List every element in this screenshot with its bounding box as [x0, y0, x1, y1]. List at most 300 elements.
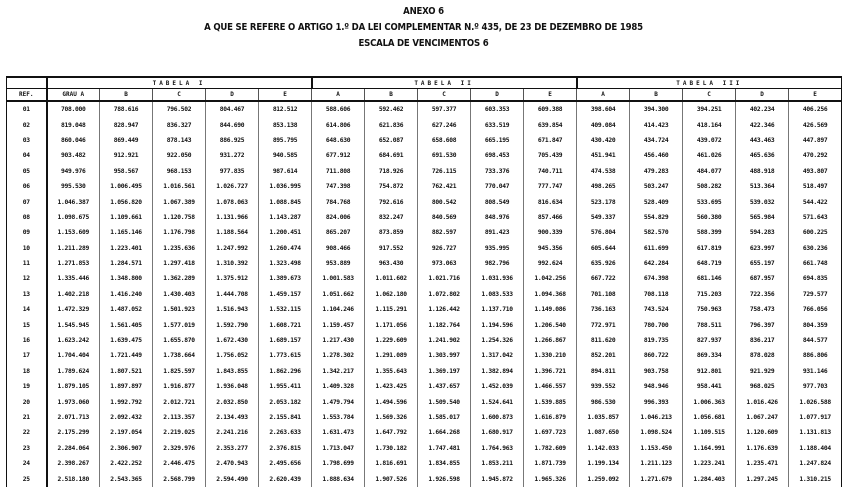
value-cell: 766.056 [789, 302, 842, 317]
value-cell: 1.241.902 [418, 333, 471, 348]
value-cell: 921.929 [736, 364, 789, 379]
value-cell: 1.647.792 [365, 425, 418, 440]
value-cell: 439.072 [683, 133, 736, 148]
value-cell: 674.398 [630, 271, 683, 286]
value-cell: 648.719 [683, 256, 736, 271]
salary-scale-table [6, 76, 842, 487]
value-cell: 443.463 [736, 133, 789, 148]
value-cell: 1.098.524 [630, 425, 683, 440]
value-cell: 1.561.405 [100, 317, 153, 332]
value-cell: 747.398 [312, 179, 365, 194]
ref-cell: 18 [7, 364, 47, 379]
value-cell: 627.246 [418, 117, 471, 132]
value-cell: 729.577 [789, 287, 842, 302]
ref-cell: 14 [7, 302, 47, 317]
value-cell: 451.941 [577, 148, 630, 163]
value-cell: 1.592.790 [206, 317, 259, 332]
value-cell: 1.945.872 [471, 471, 524, 486]
value-cell: 2.284.064 [47, 441, 100, 456]
value-cell: 2.032.850 [206, 394, 259, 409]
column-header: E [789, 89, 842, 102]
value-cell: 722.356 [736, 287, 789, 302]
value-cell: 409.084 [577, 117, 630, 132]
value-cell: 639.854 [524, 117, 577, 132]
value-cell: 827.937 [683, 333, 736, 348]
value-cell: 912.921 [100, 148, 153, 163]
value-cell: 418.164 [683, 117, 736, 132]
value-cell: 891.423 [471, 225, 524, 240]
ref-cell: 16 [7, 333, 47, 348]
value-cell: 1.011.602 [365, 271, 418, 286]
value-cell: 1.126.442 [418, 302, 471, 317]
value-cell: 609.388 [524, 101, 577, 117]
value-cell: 1.259.092 [577, 471, 630, 486]
column-header: B [365, 89, 418, 102]
value-cell: 1.545.945 [47, 317, 100, 332]
value-cell: 1.137.710 [471, 302, 524, 317]
value-cell: 1.577.019 [153, 317, 206, 332]
value-cell: 922.050 [153, 148, 206, 163]
value-cell: 1.600.873 [471, 410, 524, 425]
value-cell: 828.947 [100, 117, 153, 132]
value-cell: 1.297.418 [153, 256, 206, 271]
value-cell: 422.346 [736, 117, 789, 132]
value-cell: 860.046 [47, 133, 100, 148]
value-cell: 2.092.432 [100, 410, 153, 425]
value-cell: 1.472.329 [47, 302, 100, 317]
value-cell: 1.738.664 [153, 348, 206, 363]
ref-cell: 12 [7, 271, 47, 286]
value-cell: 1.051.662 [312, 287, 365, 302]
value-cell: 1.756.052 [206, 348, 259, 363]
table-row [7, 194, 842, 209]
table-row [7, 317, 842, 332]
value-cell: 1.188.404 [789, 441, 842, 456]
value-cell: 2.353.277 [206, 441, 259, 456]
value-cell: 1.965.326 [524, 471, 577, 486]
value-cell: 762.421 [418, 179, 471, 194]
value-cell: 750.963 [683, 302, 736, 317]
value-cell: 621.836 [365, 117, 418, 132]
value-cell: 796.397 [736, 317, 789, 332]
column-header: A [312, 89, 365, 102]
value-cell: 912.801 [683, 364, 736, 379]
value-cell: 895.795 [259, 133, 312, 148]
value-cell: 857.466 [524, 210, 577, 225]
value-cell: 894.811 [577, 364, 630, 379]
value-cell: 1.409.328 [312, 379, 365, 394]
value-cell: 1.284.403 [683, 471, 736, 486]
value-cell: 804.359 [789, 317, 842, 332]
value-cell: 2.155.841 [259, 410, 312, 425]
value-cell: 465.636 [736, 148, 789, 163]
value-cell: 1.284.571 [100, 256, 153, 271]
value-cell: 1.631.473 [312, 425, 365, 440]
value-cell: 1.871.739 [524, 456, 577, 471]
table-row [7, 271, 842, 286]
value-cell: 1.229.609 [365, 333, 418, 348]
value-cell: 2.470.943 [206, 456, 259, 471]
value-cell: 687.957 [736, 271, 789, 286]
value-cell: 784.768 [312, 194, 365, 209]
value-cell: 456.460 [630, 148, 683, 163]
value-cell: 708.000 [47, 101, 100, 117]
ref-cell: 09 [7, 225, 47, 240]
value-cell: 576.804 [577, 225, 630, 240]
value-cell: 2.053.182 [259, 394, 312, 409]
value-cell: 1.672.430 [206, 333, 259, 348]
value-cell: 1.992.792 [100, 394, 153, 409]
value-cell: 986.530 [577, 394, 630, 409]
table-row [7, 241, 842, 256]
table-body [7, 101, 842, 487]
value-cell: 698.453 [471, 148, 524, 163]
value-cell: 1.176.639 [736, 441, 789, 456]
value-cell: 935.995 [471, 241, 524, 256]
value-cell: 1.782.609 [524, 441, 577, 456]
value-cell: 1.721.449 [100, 348, 153, 363]
value-cell: 1.109.515 [683, 425, 736, 440]
value-cell: 623.997 [736, 241, 789, 256]
value-cell: 1.088.845 [259, 194, 312, 209]
value-cell: 498.265 [577, 179, 630, 194]
value-cell: 1.171.056 [365, 317, 418, 332]
value-cell: 1.459.157 [259, 287, 312, 302]
value-cell: 1.689.157 [259, 333, 312, 348]
table-row [7, 410, 842, 425]
value-cell: 1.223.401 [100, 241, 153, 256]
table-row [7, 148, 842, 163]
value-cell: 2.219.025 [153, 425, 206, 440]
value-cell: 940.585 [259, 148, 312, 163]
value-cell: 882.597 [418, 225, 471, 240]
value-cell: 743.524 [630, 302, 683, 317]
value-cell: 655.197 [736, 256, 789, 271]
value-cell: 592.462 [365, 101, 418, 117]
value-cell: 1.747.481 [418, 441, 471, 456]
value-cell: 1.217.430 [312, 333, 365, 348]
value-cell: 987.614 [259, 164, 312, 179]
value-cell: 1.355.643 [365, 364, 418, 379]
value-cell: 1.176.798 [153, 225, 206, 240]
value-cell: 1.382.894 [471, 364, 524, 379]
value-cell: 945.356 [524, 241, 577, 256]
value-cell: 1.664.268 [418, 425, 471, 440]
value-cell: 1.897.897 [100, 379, 153, 394]
ref-cell: 22 [7, 425, 47, 440]
value-cell: 1.083.533 [471, 287, 524, 302]
value-cell: 1.078.063 [206, 194, 259, 209]
value-cell: 1.348.800 [100, 271, 153, 286]
value-cell: 1.452.039 [471, 379, 524, 394]
value-cell: 1.310.215 [789, 471, 842, 486]
value-cell: 758.473 [736, 302, 789, 317]
column-header: C [418, 89, 471, 102]
value-cell: 903.482 [47, 148, 100, 163]
value-cell: 968.025 [736, 379, 789, 394]
ref-cell: 05 [7, 164, 47, 179]
value-cell: 1.335.446 [47, 271, 100, 286]
value-cell: 594.283 [736, 225, 789, 240]
value-cell: 1.585.017 [418, 410, 471, 425]
value-cell: 1.211.123 [630, 456, 683, 471]
value-cell: 1.021.716 [418, 271, 471, 286]
value-cell: 788.511 [683, 317, 736, 332]
value-cell: 917.552 [365, 241, 418, 256]
value-cell: 2.263.633 [259, 425, 312, 440]
value-cell: 394.300 [630, 101, 683, 117]
value-cell: 1.524.641 [471, 394, 524, 409]
value-cell: 426.569 [789, 117, 842, 132]
value-cell: 652.087 [365, 133, 418, 148]
value-cell: 1.509.540 [418, 394, 471, 409]
value-cell: 705.439 [524, 148, 577, 163]
ref-cell: 08 [7, 210, 47, 225]
value-cell: 1.789.624 [47, 364, 100, 379]
column-header: D [736, 89, 789, 102]
value-cell: 977.703 [789, 379, 842, 394]
column-header: A [577, 89, 630, 102]
value-cell: 1.067.389 [153, 194, 206, 209]
value-cell: 1.553.784 [312, 410, 365, 425]
value-cell: 1.164.991 [683, 441, 736, 456]
ref-cell: 04 [7, 148, 47, 163]
value-cell: 493.807 [789, 164, 842, 179]
value-cell: 1.569.326 [365, 410, 418, 425]
value-cell: 1.072.802 [418, 287, 471, 302]
value-cell: 1.616.879 [524, 410, 577, 425]
ref-cell: 13 [7, 287, 47, 302]
value-cell: 708.118 [630, 287, 683, 302]
value-cell: 1.479.794 [312, 394, 365, 409]
value-cell: 733.376 [471, 164, 524, 179]
value-cell: 1.271.853 [47, 256, 100, 271]
value-cell: 1.006.363 [683, 394, 736, 409]
value-cell: 1.062.180 [365, 287, 418, 302]
ref-column-header: REF. [7, 89, 47, 102]
value-cell: 2.422.252 [100, 456, 153, 471]
value-cell: 503.247 [630, 179, 683, 194]
value-cell: 549.337 [577, 210, 630, 225]
value-cell: 1.539.885 [524, 394, 577, 409]
value-cell: 681.146 [683, 271, 736, 286]
value-cell: 848.976 [471, 210, 524, 225]
value-cell: 1.773.615 [259, 348, 312, 363]
value-cell: 677.912 [312, 148, 365, 163]
value-cell: 718.926 [365, 164, 418, 179]
value-cell: 2.594.490 [206, 471, 259, 486]
value-cell: 539.032 [736, 194, 789, 209]
value-cell: 1.046.213 [630, 410, 683, 425]
value-cell: 1.516.943 [206, 302, 259, 317]
column-header: E [259, 89, 312, 102]
value-cell: 1.153.609 [47, 225, 100, 240]
ref-cell: 21 [7, 410, 47, 425]
value-cell: 1.149.086 [524, 302, 577, 317]
table-row [7, 425, 842, 440]
value-cell: 908.466 [312, 241, 365, 256]
value-cell: 1.501.923 [153, 302, 206, 317]
value-cell: 1.182.764 [418, 317, 471, 332]
value-cell: 2.113.357 [153, 410, 206, 425]
table-row [7, 210, 842, 225]
value-cell: 819.735 [630, 333, 683, 348]
annex-title: ANEXO 6 [403, 6, 444, 17]
value-cell: 554.829 [630, 210, 683, 225]
column-header: B [100, 89, 153, 102]
value-cell: 860.722 [630, 348, 683, 363]
value-cell: 736.163 [577, 302, 630, 317]
column-header: D [471, 89, 524, 102]
value-cell: 1.444.708 [206, 287, 259, 302]
value-cell: 1.926.598 [418, 471, 471, 486]
ref-cell: 07 [7, 194, 47, 209]
value-cell: 1.247.992 [206, 241, 259, 256]
value-cell: 684.691 [365, 148, 418, 163]
value-cell: 948.946 [630, 379, 683, 394]
value-cell: 560.380 [683, 210, 736, 225]
value-cell: 1.323.498 [259, 256, 312, 271]
ref-cell: 02 [7, 117, 47, 132]
value-cell: 597.377 [418, 101, 471, 117]
value-cell: 926.727 [418, 241, 471, 256]
value-cell: 977.835 [206, 164, 259, 179]
value-cell: 1.235.471 [736, 456, 789, 471]
value-cell: 1.532.115 [259, 302, 312, 317]
value-cell: 2.543.365 [100, 471, 153, 486]
value-cell: 1.834.855 [418, 456, 471, 471]
value-cell: 939.552 [577, 379, 630, 394]
value-cell: 1.042.256 [524, 271, 577, 286]
value-cell: 1.466.557 [524, 379, 577, 394]
value-cell: 853.138 [259, 117, 312, 132]
value-cell: 1.120.758 [153, 210, 206, 225]
value-cell: 1.254.326 [471, 333, 524, 348]
value-cell: 726.115 [418, 164, 471, 179]
table-row [7, 164, 842, 179]
value-cell: 1.104.246 [312, 302, 365, 317]
value-cell: 865.207 [312, 225, 365, 240]
table-row [7, 117, 842, 132]
value-cell: 949.976 [47, 164, 100, 179]
value-cell: 513.364 [736, 179, 789, 194]
value-cell: 1.115.291 [365, 302, 418, 317]
table-row [7, 179, 842, 194]
value-cell: 995.530 [47, 179, 100, 194]
value-cell: 1.362.289 [153, 271, 206, 286]
value-cell: 661.748 [789, 256, 842, 271]
column-header: C [153, 89, 206, 102]
value-cell: 900.339 [524, 225, 577, 240]
value-cell: 2.197.054 [100, 425, 153, 440]
value-cell: 667.722 [577, 271, 630, 286]
column-header: C [683, 89, 736, 102]
value-cell: 1.764.963 [471, 441, 524, 456]
value-cell: 2.306.907 [100, 441, 153, 456]
value-cell: 1.036.995 [259, 179, 312, 194]
value-cell: 808.549 [471, 194, 524, 209]
value-cell: 600.225 [789, 225, 842, 240]
value-cell: 1.437.657 [418, 379, 471, 394]
value-cell: 571.643 [789, 210, 842, 225]
table-row [7, 456, 842, 471]
value-cell: 931.272 [206, 148, 259, 163]
ref-cell: 24 [7, 456, 47, 471]
value-cell: 605.644 [577, 241, 630, 256]
value-cell: 1.159.457 [312, 317, 365, 332]
value-cell: 488.918 [736, 164, 789, 179]
value-cell: 1.153.450 [630, 441, 683, 456]
column-header: D [206, 89, 259, 102]
value-cell: 1.016.426 [736, 394, 789, 409]
value-cell: 1.260.474 [259, 241, 312, 256]
value-cell: 1.843.855 [206, 364, 259, 379]
value-cell: 740.711 [524, 164, 577, 179]
value-cell: 1.278.302 [312, 348, 365, 363]
value-cell: 1.369.197 [418, 364, 471, 379]
value-cell: 819.048 [47, 117, 100, 132]
value-cell: 1.655.870 [153, 333, 206, 348]
value-cell: 1.697.723 [524, 425, 577, 440]
value-cell: 1.077.917 [789, 410, 842, 425]
value-cell: 844.577 [789, 333, 842, 348]
value-cell: 1.879.105 [47, 379, 100, 394]
value-cell: 1.608.721 [259, 317, 312, 332]
value-cell: 804.467 [206, 101, 259, 117]
scale-title: ESCALA DE VENCIMENTOS 6 [358, 38, 489, 49]
table-row [7, 256, 842, 271]
table-row [7, 364, 842, 379]
value-cell: 1.853.211 [471, 456, 524, 471]
value-cell: 886.925 [206, 133, 259, 148]
value-cell: 824.006 [312, 210, 365, 225]
value-cell: 931.146 [789, 364, 842, 379]
value-cell: 1.303.997 [418, 348, 471, 363]
value-cell: 777.747 [524, 179, 577, 194]
value-cell: 1.291.089 [365, 348, 418, 363]
value-cell: 430.420 [577, 133, 630, 148]
value-cell: 1.098.675 [47, 210, 100, 225]
value-cell: 788.616 [100, 101, 153, 117]
value-cell: 958.441 [683, 379, 736, 394]
value-cell: 878.028 [736, 348, 789, 363]
value-cell: 816.634 [524, 194, 577, 209]
value-cell: 479.283 [630, 164, 683, 179]
value-cell: 2.620.439 [259, 471, 312, 486]
value-cell: 1.067.247 [736, 410, 789, 425]
value-cell: 1.907.526 [365, 471, 418, 486]
value-cell: 565.984 [736, 210, 789, 225]
table-row [7, 471, 842, 486]
value-cell: 2.175.299 [47, 425, 100, 440]
value-cell: 1.026.727 [206, 179, 259, 194]
ref-group-spacer [7, 77, 47, 89]
value-cell: 1.402.218 [47, 287, 100, 302]
value-cell: 1.342.217 [312, 364, 365, 379]
value-cell: 671.847 [524, 133, 577, 148]
value-cell: 665.195 [471, 133, 524, 148]
value-cell: 523.178 [577, 194, 630, 209]
ref-cell: 25 [7, 471, 47, 486]
value-cell: 484.077 [683, 164, 736, 179]
value-cell: 1.704.404 [47, 348, 100, 363]
value-cell: 772.971 [577, 317, 630, 332]
value-cell: 1.199.134 [577, 456, 630, 471]
value-cell: 869.449 [100, 133, 153, 148]
value-cell: 973.063 [418, 256, 471, 271]
value-cell: 1.389.673 [259, 271, 312, 286]
value-cell: 603.353 [471, 101, 524, 117]
